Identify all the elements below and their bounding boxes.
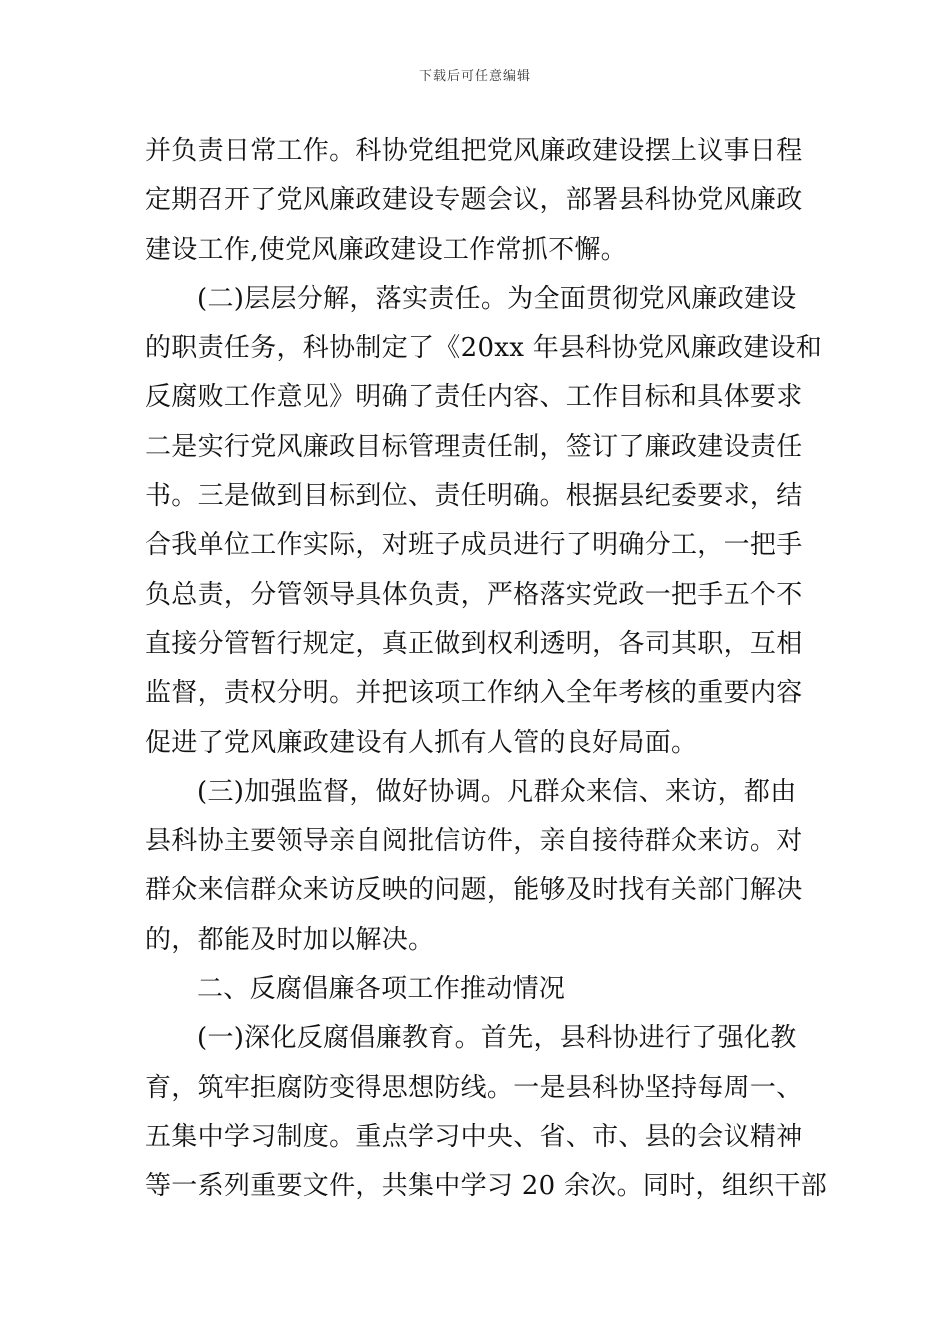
header-note: 下载后可任意编辑 xyxy=(418,69,531,84)
text-line: (二)层层分解，落实责任。为全面贯彻党风廉政建设 xyxy=(197,283,797,314)
text-line: (一)深化反腐倡廉教育。首先，县科协进行了强化教 xyxy=(197,1023,797,1054)
text-line: 二、反腐倡廉各项工作推动情况 xyxy=(197,974,566,1005)
text-line: 书。三是做到目标到位、责任明确。根据县纪委要求，结 xyxy=(145,481,803,512)
text-line: (三)加强监督，做好协调。凡群众来信、来访，都由 xyxy=(197,776,797,807)
text-line: 反腐败工作意见》明确了责任内容、工作目标和具体要求 xyxy=(145,382,803,413)
text-line: 育，筑牢拒腐防变得思想防线。一是县科协坚持每周一、 xyxy=(145,1072,803,1103)
text-line: 促进了党风廉政建设有人抓有人管的良好局面。 xyxy=(145,727,698,758)
text-line: 合我单位工作实际，对班子成员进行了明确分工，一把手 xyxy=(145,530,803,561)
text-line: 建设工作,使党风廉政建设工作常抓不懈。 xyxy=(145,234,627,265)
text-line: 县科协主要领导亲自阅批信访件，亲自接待群众来访。对 xyxy=(145,826,803,857)
text-line: 的职责任务，科协制定了《20xx 年县科协党风廉政建设和 xyxy=(145,333,823,364)
body-text xyxy=(145,127,828,1212)
text-line: 直接分管暂行规定，真正做到权利透明，各司其职，互相 xyxy=(145,628,803,659)
text-line: 定期召开了党风廉政建设专题会议，部署县科协党风廉政 xyxy=(145,185,803,216)
text-line: 二是实行党风廉政目标管理责任制，签订了廉政建设责任 xyxy=(145,431,803,462)
text-line: 五集中学习制度。重点学习中央、省、市、县的会议精神 xyxy=(145,1121,803,1152)
text-line: 负总责，分管领导具体负责，严格落实党政一把手五个不 xyxy=(145,579,803,610)
text-line: 群众来信群众来访反映的问题，能够及时找有关部门解决 xyxy=(145,875,803,906)
text-line: 并负责日常工作。科协党组把党风廉政建设摆上议事日程 xyxy=(145,136,803,166)
text-line: 监督，责权分明。并把该项工作纳入全年考核的重要内容 xyxy=(145,678,803,709)
text-line: 的，都能及时加以解决。 xyxy=(145,924,435,955)
text-line: 等一系列重要文件，共集中学习 20 余次。同时，组织干部 xyxy=(145,1171,828,1202)
